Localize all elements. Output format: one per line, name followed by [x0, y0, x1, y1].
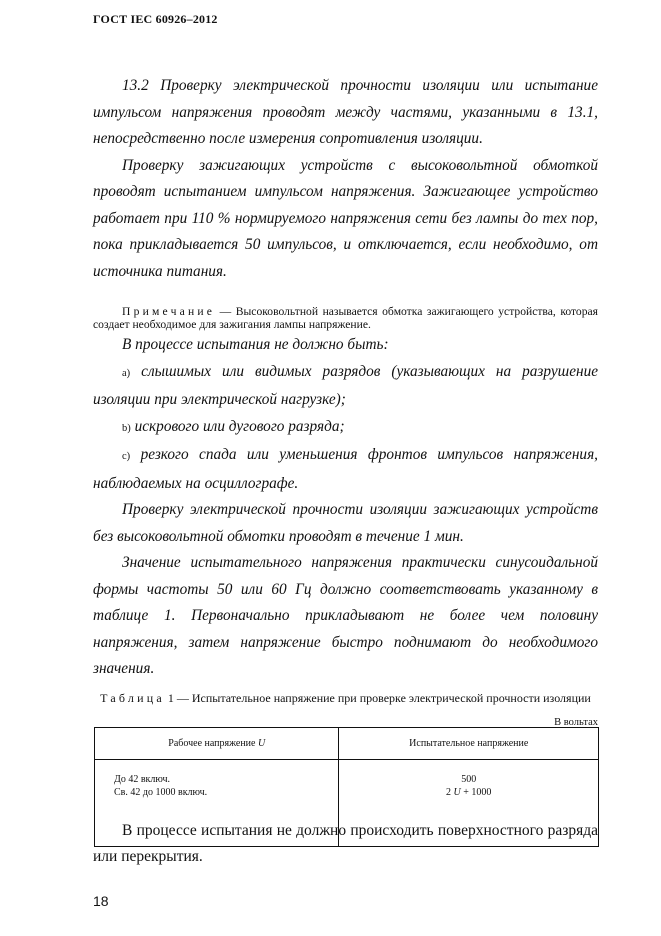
note-label: Примечание	[122, 305, 216, 318]
list-item-letter: c)	[122, 451, 131, 462]
note	[93, 306, 598, 331]
final-paragraph: В процессе испытания не должно происходить поверхностного разряда или перекрытия.	[93, 822, 598, 865]
list-item-text: искрового или дугового разряда;	[134, 417, 345, 435]
note-dash: —	[215, 305, 236, 318]
final-block	[93, 818, 598, 870]
body-block-1	[93, 73, 598, 285]
list-item	[93, 414, 598, 443]
col-header-working-voltage: Рабочее напряжение U	[95, 728, 339, 760]
table-header-row	[95, 728, 599, 760]
list-item	[93, 442, 598, 497]
document-header: ГОСТ IEC 60926–2012	[93, 12, 218, 26]
table-number: 1 —	[164, 691, 192, 705]
paragraph-test-voltage: Значение испытательного напряжения практически синусоидальной формы частоты 50 или 60 Гц должно соответствовать указанному в таблице 1. Первоначально прикладывают не более чем половину напряжения, затем напряжение быстро поднимают до необходимого значения.	[93, 554, 598, 677]
cell-value: Св. 42 до 1000 включ.	[114, 787, 208, 798]
paragraph-13-2: 13.2 Проверку электрической прочности изоляции или испытание импульсом напряжения проводят между частями, указанными в 13.1, непосредственно после измерения сопротивления изоляции.	[93, 77, 598, 147]
col-header-test-voltage: Испытательное напряжение	[339, 728, 599, 760]
list-item-text: резкого спада или уменьшения фронтов импульсов напряжения, наблюдаемых на осциллографе.	[93, 446, 599, 492]
paragraph-without-hv-winding: Проверку электрической прочности изоляции зажигающих устройств без высоковольтной обмотки проводят в течение 1 мин.	[93, 501, 598, 545]
cell-value: 2 U + 1000	[446, 787, 492, 798]
list-item	[93, 359, 598, 414]
list-item-letter: b)	[122, 422, 131, 434]
paragraph-ignitors: Проверку зажигающих устройств с высоковольтной обмоткой проводят испытанием импульсом напряжения. Зажигающее устройство работает при 110 % нормируемого напряжения сети без лампы до тех пор, пока прикладывается 50 импульсов, и отключается, если необходимо, от источника питания.	[93, 156, 598, 280]
cell-value: 500	[461, 774, 477, 785]
list-item-text: слышимых или видимых разрядов (указывающих на разрушение изоляции при электрической нагрузке);	[93, 362, 599, 408]
table-unit: В вольтах	[554, 717, 598, 728]
note-text: Высоковольтной называется обмотка зажигающего устройства, которая создает необходимое для зажигания лампы напряжение.	[93, 305, 598, 331]
requirements-intro: В процессе испытания не должно быть:	[122, 336, 389, 353]
table-title: Испытательное напряжение при проверке электрической прочности изоляции	[191, 691, 591, 705]
list-item-letter: a)	[122, 367, 131, 379]
body-block-2	[93, 332, 598, 683]
cell-value: До 42 включ.	[114, 774, 171, 785]
table-caption	[93, 693, 598, 704]
table-label: Таблица	[100, 691, 165, 705]
page-number: 18	[93, 893, 109, 909]
